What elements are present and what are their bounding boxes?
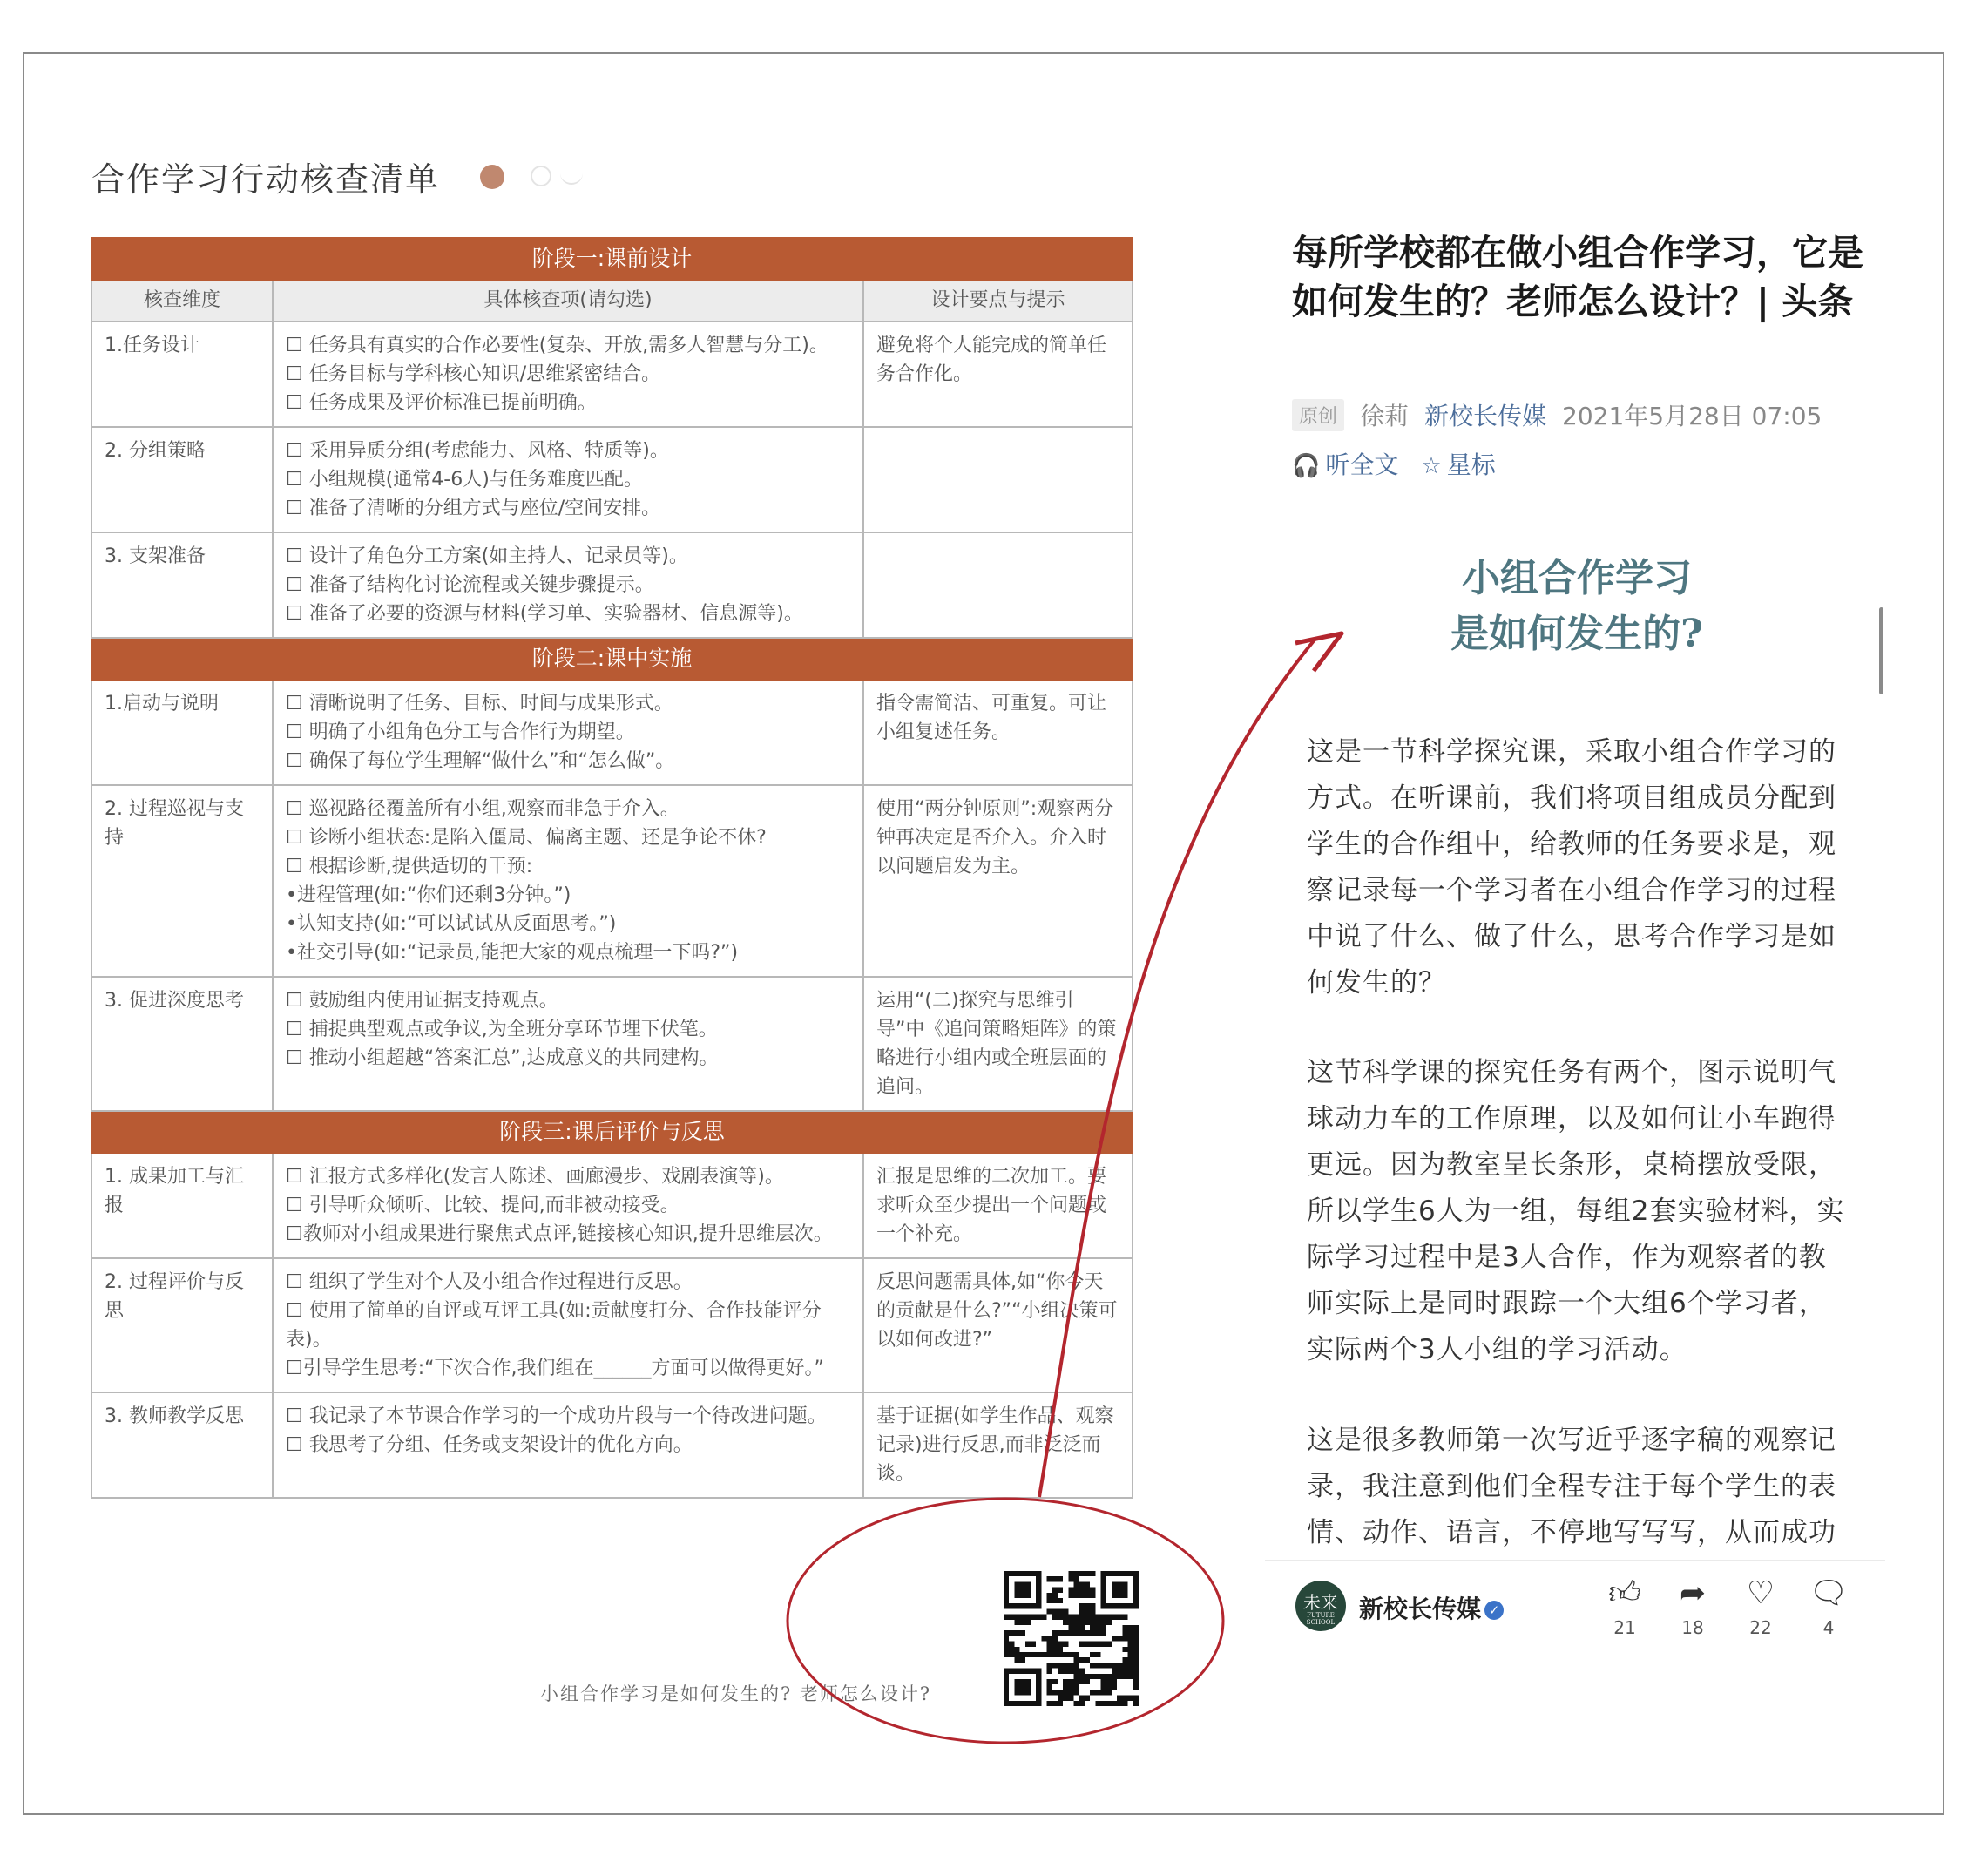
checklist-item[interactable]: ☐ 捕捉典型观点或争议,为全班分享环节埋下伏笔。	[286, 1019, 718, 1040]
dimension-cell: 1. 成果加工与汇报	[91, 1153, 273, 1258]
avatar-text: 未来	[1303, 1592, 1338, 1613]
author-name: 徐莉	[1360, 402, 1410, 430]
checklist-item[interactable]: ☐教师对小组成果进行聚焦式点评,链接核心知识,提升思维层次。	[286, 1223, 833, 1245]
verified-badge-icon: ✓	[1484, 1601, 1504, 1620]
checklist-item[interactable]: ☐ 我思考了分组、任务或支架设计的优化方向。	[286, 1434, 693, 1456]
stage-title: 阶段一:课前设计	[91, 238, 1133, 280]
comment-button[interactable]	[1802, 1575, 1855, 1638]
share-icon: ➦	[1679, 1575, 1707, 1611]
tip-cell: 指令需简洁、可重复。可让小组复述任务。	[863, 680, 1133, 785]
checklist-item[interactable]: ☐ 采用异质分组(考虑能力、风格、特质等)。	[286, 440, 669, 462]
checklist-item[interactable]: ☐ 明确了小组角色分工与合作行为期望。	[286, 721, 635, 743]
heart-icon: ♡	[1746, 1575, 1775, 1611]
table-row	[91, 1392, 1133, 1498]
avatar[interactable]	[1295, 1581, 1346, 1631]
checklist-items-cell	[273, 532, 863, 638]
checklist-item[interactable]: ☐ 推动小组超越“答案汇总”,达成意义的共同建构。	[286, 1047, 719, 1069]
thumb-up-icon: 👍︎	[1608, 1575, 1641, 1611]
checklist-item[interactable]: ☐ 准备了结构化讨论流程或关键步骤提示。	[286, 574, 654, 596]
checklist-item[interactable]: ☐ 任务成果及评价标准已提前明确。	[286, 392, 597, 414]
checklist-items-cell	[273, 1392, 863, 1498]
checklist-items-cell	[273, 785, 863, 977]
checklist-item[interactable]: •进程管理(如:“你们还剩3分钟。”)	[286, 884, 571, 906]
checklist-items-cell	[273, 680, 863, 785]
share-count: 18	[1681, 1617, 1704, 1638]
article-meta	[1292, 397, 1822, 432]
checklist-item[interactable]: ☐ 鼓励组内使用证据支持观点。	[286, 990, 558, 1012]
comment-count: 4	[1822, 1617, 1835, 1638]
account-link[interactable]: 新校长传媒	[1424, 402, 1547, 430]
checklist-item[interactable]: ☐ 任务目标与学科核心知识/思维紧密结合。	[286, 363, 661, 385]
hero-line-2-wrap	[1450, 606, 1703, 662]
scrollbar-thumb[interactable]	[1879, 607, 1883, 694]
tip-cell	[863, 532, 1133, 638]
doc-title: 合作学习行动核查清单	[91, 160, 441, 199]
article-paragraph: 这是一节科学探究课，采取小组合作学习的方式。在听课前，我们将项目组成员分配到学生的合作组中，给教师的任务要求是，观察记录每一个学习者在小组合作学习的过程中说了什么、做了什么，思考合作学习是如何发生的？	[1307, 736, 1836, 999]
checklist-item[interactable]: ☐ 准备了清晰的分组方式与座位/空间安排。	[286, 498, 661, 519]
dimension-cell: 3. 促进深度思考	[91, 977, 273, 1111]
hero-line-1: 小组合作学习	[1462, 556, 1692, 600]
decorative-dot-icon	[480, 165, 504, 189]
table-row	[91, 1153, 1133, 1258]
tip-cell: 运用“(二)探究与思维引导”中《追问策略矩阵》的策略进行小组内或全班层面的追问。	[863, 977, 1133, 1111]
tip-cell: 反思问题需具体,如“你今天的贡献是什么?”“小组决策可以如何改进?”	[863, 1258, 1133, 1392]
article-actions-row	[1292, 446, 1496, 481]
table-row	[91, 1258, 1133, 1392]
headphones-icon: 🎧	[1292, 453, 1321, 479]
checklist-item[interactable]: ☐ 使用了简单的自评或互评工具(如:贡献度打分、合作技能评分表)。	[286, 1300, 822, 1351]
checklist-items-cell	[273, 1153, 863, 1258]
tip-cell: 使用“两分钟原则”:观察两分钟再决定是否介入。介入时以问题启发为主。	[863, 785, 1133, 977]
table-header-row	[91, 280, 1133, 322]
dimension-cell: 1.任务设计	[91, 322, 273, 427]
hero-heading	[1429, 551, 1725, 662]
bottom-account-name[interactable]	[1359, 1590, 1504, 1625]
stage-header-row	[91, 238, 1133, 280]
like-count: 21	[1613, 1617, 1636, 1638]
checklist-item[interactable]: ☐ 引导听众倾听、比较、提问,而非被动接受。	[286, 1195, 680, 1216]
checklist-item[interactable]: ☐ 任务具有真实的合作必要性(复杂、开放,需多人智慧与分工)。	[286, 335, 828, 356]
table-row	[91, 532, 1133, 638]
star-button[interactable]	[1421, 446, 1495, 481]
column-header-tips: 设计要点与提示	[863, 280, 1133, 322]
table-row	[91, 977, 1133, 1111]
bottom-bar-divider	[1265, 1560, 1885, 1561]
article-paragraph: 这节科学课的探究任务有两个，图示说明气球动力车的工作原理，以及如何让小车跑得更远。因为教室呈长条形，桌椅摆放受限，所以学生6人为一组，每组2套实验材料，实际学习过程中是3人合作，作为观察者的教师实际上是同时跟踪一个大组6个学习者，实际两个3人小组的学习活动。	[1307, 1057, 1845, 1365]
favorite-count: 22	[1749, 1617, 1772, 1638]
stage-title: 阶段三:课后评价与反思	[91, 1111, 1133, 1153]
comment-icon: 🗨︎	[1809, 1575, 1849, 1611]
table-row	[91, 680, 1133, 785]
checklist-item[interactable]: •认知支持(如:“可以试试从反面思考。”)	[286, 913, 617, 935]
tip-cell: 避免将个人能完成的简单任务合作化。	[863, 322, 1133, 427]
tip-cell: 汇报是思维的二次加工。要求听众至少提出一个问题或一个补充。	[863, 1153, 1133, 1258]
checklist-item[interactable]: ☐ 诊断小组状态:是陷入僵局、偏离主题、还是争论不休?	[286, 827, 767, 849]
footer-caption: 小组合作学习是如何发生的? 老师怎么设计?	[540, 1683, 932, 1704]
table-row	[91, 785, 1133, 977]
bottom-account-label: 新校长传媒	[1359, 1595, 1482, 1623]
column-header-dimension: 核查维度	[91, 280, 273, 322]
listen-label: 听全文	[1325, 450, 1399, 479]
checklist-item[interactable]: ☐ 根据诊断,提供适切的干预:	[286, 856, 533, 877]
checklist-item[interactable]: ☐ 准备了必要的资源与材料(学习单、实验器材、信息源等)。	[286, 603, 803, 625]
favorite-button[interactable]	[1734, 1575, 1787, 1638]
dimension-cell: 3. 支架准备	[91, 532, 273, 638]
table-row	[91, 427, 1133, 532]
stage-header-row	[91, 1111, 1133, 1153]
article-paragraph: 这是很多教师第一次写近乎逐字稿的观察记录，我注意到他们全程专注于每个学生的表情、动作、语言，不停地写写写，从而成功	[1307, 1425, 1836, 1548]
checklist-items-cell	[273, 1258, 863, 1392]
checklist-item[interactable]: ☐引导学生思考:“下次合作,我们组在______方面可以做得更好。”	[286, 1358, 824, 1379]
listen-button[interactable]	[1292, 446, 1398, 481]
table-row	[91, 322, 1133, 427]
dimension-cell: 3. 教师教学反思	[91, 1392, 273, 1498]
checklist-item[interactable]: ☐ 设计了角色分工方案(如主持人、记录员等)。	[286, 545, 688, 567]
hero-line-2: 是如何发生的?	[1450, 612, 1703, 656]
checklist-item[interactable]: ☐ 汇报方式多样化(发言人陈述、画廊漫步、戏剧表演等)。	[286, 1166, 784, 1188]
article-title: 每所学校都在做小组合作学习，它是如何发生的？老师怎么设计？| 头条	[1292, 232, 1863, 322]
checklist-item[interactable]: ☐ 我记录了本节课合作学习的一个成功片段与一个待改进问题。	[286, 1405, 827, 1427]
checklist-table	[91, 237, 1133, 1499]
checklist-item[interactable]: ☐ 确保了每位学生理解“做什么”和“怎么做”。	[286, 750, 675, 772]
dimension-cell: 2. 分组策略	[91, 427, 273, 532]
stage-header-row	[91, 638, 1133, 680]
star-icon: ☆	[1421, 453, 1442, 479]
column-header-items: 具体核查项(请勾选)	[273, 280, 863, 322]
dimension-cell: 2. 过程评价与反思	[91, 1258, 273, 1392]
dimension-cell: 2. 过程巡视与支持	[91, 785, 273, 977]
tip-cell: 基于证据(如学生作品、观察记录)进行反思,而非泛泛而谈。	[863, 1392, 1133, 1498]
share-button[interactable]	[1667, 1575, 1719, 1638]
checklist-item[interactable]: ☐ 组织了学生对个人及小组合作过程进行反思。	[286, 1271, 693, 1293]
publish-date: 2021年5月28日 07:05	[1562, 402, 1822, 430]
checklist-items-cell	[273, 322, 863, 427]
original-tag: 原创	[1292, 399, 1344, 431]
like-button[interactable]	[1599, 1575, 1651, 1638]
checklist-item[interactable]: ☐ 清晰说明了任务、目标、时间与成果形式。	[286, 693, 673, 715]
checklist-item[interactable]: •社交引导(如:“记录员,能把大家的观点梳理一下吗?”)	[286, 942, 739, 964]
checklist-item[interactable]: ☐ 巡视路径覆盖所有小组,观察而非急于介入。	[286, 798, 680, 820]
checklist-items-cell	[273, 977, 863, 1111]
checklist-item[interactable]: ☐ 小组规模(通常4-6人)与任务难度匹配。	[286, 469, 643, 491]
qr-code[interactable]	[1004, 1571, 1139, 1706]
checklist-items-cell	[273, 427, 863, 532]
stage-title: 阶段二:课中实施	[91, 638, 1133, 680]
avatar-subtext: FUTURE SCHOOL	[1306, 1612, 1336, 1626]
tip-cell	[863, 427, 1133, 532]
star-label: 星标	[1446, 450, 1496, 479]
decorative-ring-icon	[531, 166, 551, 186]
dimension-cell: 1.启动与说明	[91, 680, 273, 785]
